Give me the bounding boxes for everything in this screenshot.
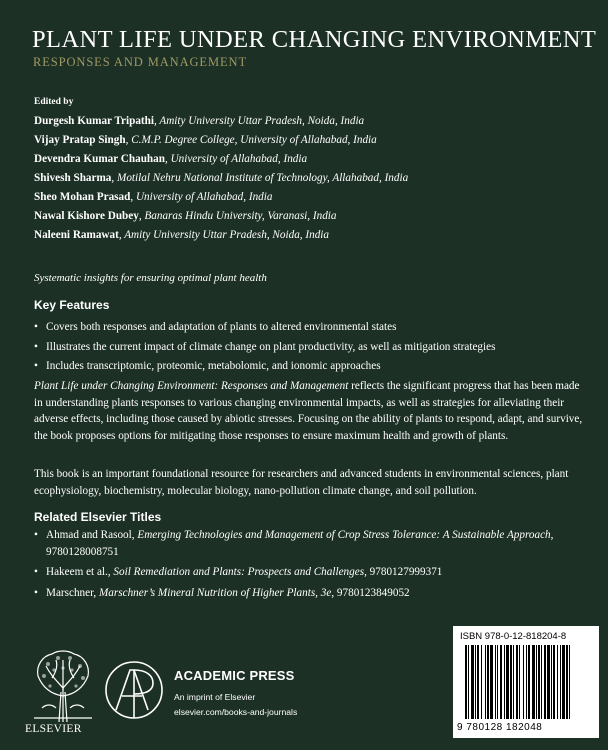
editor-affiliation: , Amity University Uttar Pradesh, Noida, India: [118, 229, 329, 241]
barcode-bar: [481, 645, 482, 719]
related-author: Marschner,: [46, 586, 99, 599]
key-features-heading: Key Features: [34, 298, 110, 312]
barcode-bar: [477, 645, 479, 719]
editor-entry: [34, 207, 594, 226]
barcode-bar: [465, 645, 467, 719]
editor-name: Sheo Mohan Prasad: [34, 191, 131, 203]
barcode-bar: [516, 645, 518, 719]
barcode-bar: [553, 645, 555, 719]
editor-entry: [34, 131, 594, 150]
barcode-bar: [519, 645, 520, 719]
barcode-bar: [523, 645, 524, 719]
barcode-bar: [500, 645, 502, 719]
book-title: PLANT LIFE UNDER CHANGING ENVIRONMENT: [32, 26, 597, 53]
editor-list: [34, 112, 594, 245]
key-feature-item: • Illustrates the current impact of climate change on plant productivity, as well as mitigation strategies: [34, 338, 594, 358]
editor-affiliation: , C.M.P. Degree College, University of Allahabad, India: [125, 134, 377, 146]
key-feature-item: • Includes transcriptomic, proteomic, metabolomic, and ionomic approaches: [34, 357, 594, 377]
audience-paragraph: This book is an important foundational resource for researchers and advanced students in environmental sciences, plant ecophysiology, biochemistry, molecular biology, nano-pollution climate change, and soil pollution.: [34, 468, 569, 497]
editor-affiliation: , Amity University Uttar Pradesh, Noida, India: [153, 115, 365, 127]
barcode-bar: [528, 645, 530, 719]
related-author: Ahmad and Rasool,: [46, 529, 138, 541]
barcode-bar: [560, 645, 561, 719]
book-subtitle: RESPONSES AND MANAGEMENT: [33, 55, 247, 69]
editor-affiliation: , University of Allahabad, India: [164, 153, 308, 165]
barcode-bar: [551, 645, 552, 719]
barcode-bar: [569, 645, 570, 719]
barcode-bar: [471, 645, 474, 719]
barcode-bar: [485, 645, 486, 719]
barcode-bar: [536, 645, 537, 719]
editor-affiliation: , Motilal Nehru National Institute of Technology, Allahabad, India: [111, 172, 409, 184]
related-titles-list: [34, 527, 590, 605]
editor-affiliation: , University of Allahabad, India: [130, 191, 273, 203]
related-title-item: [34, 585, 590, 602]
related-title: Emerging Technologies and Management of Crop Stress Tolerance: A Sustainable Approach: [137, 529, 551, 541]
editors-block: [34, 97, 594, 245]
edited-by-label: Edited by: [34, 97, 74, 107]
related-isbn: , 9780128008751: [46, 529, 554, 558]
barcode-bar: [544, 645, 546, 719]
barcode-bar: [562, 645, 565, 719]
editor-entry: [34, 169, 594, 188]
barcode-bar: [513, 645, 514, 719]
barcode-bar: [504, 645, 505, 719]
barcode-digits: 9 780128 182048: [457, 722, 543, 733]
editor-name: Devendra Kumar Chauhan: [34, 153, 165, 165]
barcode-bar: [541, 645, 542, 719]
related-title: Soil Remediation and Plants: Prospects and Challenges: [113, 566, 365, 579]
editor-entry: [34, 112, 594, 131]
imprint-line: An imprint of Elsevier: [174, 692, 256, 702]
description-title: Plant Life under Changing Environment: Responses and Management: [34, 380, 349, 392]
editor-name: Shivesh Sharma: [34, 172, 112, 184]
key-feature-item: • Covers both responses and adaptation of plants to altered environmental states: [34, 318, 594, 338]
barcode-bar: [495, 645, 496, 719]
description-body: reflects the significant progress that has been made in understanding plants responses to various changing environmental impacts, as well as strategies for alleviating their adverse effects, including those caused by abiotic stresses. Focusing on the ability of plants to respond, adapt, and survive, the book proposes options for mitigating those responses to ensure maximum health and growth of plants.: [34, 380, 583, 442]
barcode-bar: [532, 645, 535, 719]
isbn-barcode: [453, 626, 599, 738]
related-title-item: [34, 527, 590, 560]
barcode-bar: [497, 645, 498, 719]
elsevier-tree-logo: [28, 648, 98, 724]
barcode-bar: [475, 645, 476, 719]
barcode-bar: [566, 645, 568, 719]
key-features-list: [34, 318, 594, 377]
editor-affiliation: , Banaras Hindu University, Varanasi, India: [138, 210, 337, 222]
related-isbn: , 9780127999371: [364, 566, 443, 579]
editor-name: Naleeni Ramawat: [34, 229, 119, 241]
related-title: Marschner’s Mineral Nutrition of Higher Plants, 3e: [98, 586, 332, 599]
publisher-url: elsevier.com/books-and-journals: [174, 707, 298, 717]
elsevier-wordmark: ELSEVIER: [25, 723, 82, 735]
barcode-bar: [526, 645, 527, 719]
editor-name: Durgesh Kumar Tripathi: [34, 115, 154, 127]
academic-press-logo: [103, 656, 165, 724]
barcode-bar: [557, 645, 558, 719]
related-isbn: , 9780123849052: [331, 586, 410, 599]
editor-name: Vijay Pratap Singh: [34, 134, 126, 146]
barcode-bar: [487, 645, 489, 719]
related-author: Hakeem et al.,: [46, 566, 114, 579]
tagline: Systematic insights for ensuring optimal plant health: [34, 272, 267, 284]
editor-entry: [34, 226, 594, 245]
editor-entry: [34, 150, 594, 169]
barcode-bar: [538, 645, 540, 719]
barcode-bars: [457, 645, 595, 721]
related-titles-heading: Related Elsevier Titles: [34, 510, 162, 524]
barcode-bar: [490, 645, 493, 719]
editor-entry: [34, 188, 594, 207]
editor-name: Nawal Kishore Dubey: [34, 210, 139, 222]
barcode-bar: [468, 645, 469, 719]
barcode-bar: [547, 645, 550, 719]
barcode-bar: [510, 645, 512, 719]
related-title-item: [34, 564, 590, 581]
barcode-bar: [506, 645, 509, 719]
publisher-name: ACADEMIC PRESS: [174, 668, 295, 683]
description-paragraph: [34, 378, 590, 444]
isbn-label: ISBN 978-0-12-818204-8: [460, 631, 567, 642]
